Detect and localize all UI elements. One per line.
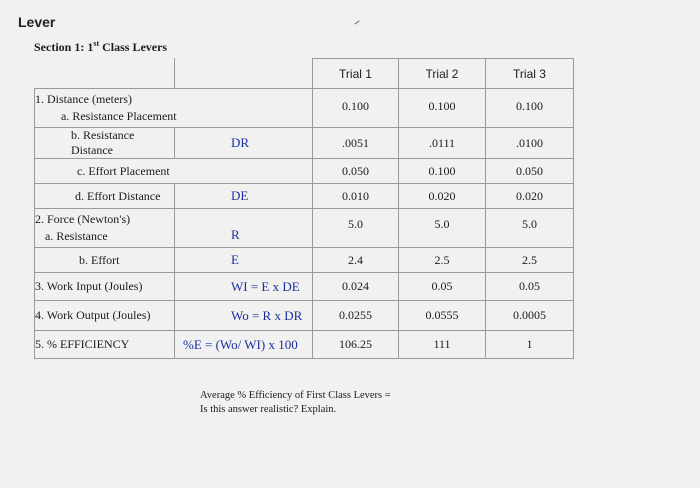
- table-cell: 0.0555: [399, 301, 486, 331]
- table-cell: 0.050: [313, 159, 399, 184]
- question-block: [200, 389, 391, 417]
- table-cell: 0.100: [313, 89, 399, 128]
- header-trial-1: Trial 1: [313, 59, 399, 89]
- efficiency-formula: %E = (Wo/ WI) x 100: [175, 331, 313, 359]
- resistance-placement-label: a. Resistance Placement: [61, 109, 177, 123]
- table-cell: 106.25: [313, 331, 399, 359]
- table-cell: 0.05: [486, 273, 574, 301]
- table-cell: 0.010: [313, 184, 399, 209]
- table-cell: 5.0: [486, 209, 574, 248]
- table-row-effort-placement: [35, 159, 574, 184]
- row-symbol: DE: [175, 184, 313, 209]
- table-row-efficiency: [35, 331, 574, 359]
- row-symbol: R: [175, 209, 313, 248]
- table-cell: 0.100: [486, 89, 574, 128]
- table-cell: 2.5: [399, 248, 486, 273]
- row-label: b. Effort: [35, 248, 175, 273]
- table-cell: 1: [486, 331, 574, 359]
- table-cell: 0.020: [486, 184, 574, 209]
- table-cell: 5.0: [313, 209, 399, 248]
- table-cell: .0051: [313, 128, 399, 159]
- table-cell: 5.0: [399, 209, 486, 248]
- table-cell: 2.4: [313, 248, 399, 273]
- realistic-question: Is this answer realistic? Explain.: [200, 404, 337, 415]
- lever-data-table: [34, 58, 574, 359]
- table-cell: 0.050: [486, 159, 574, 184]
- table-cell: 0.100: [399, 159, 486, 184]
- table-cell: 2.5: [486, 248, 574, 273]
- header-row: [35, 59, 574, 89]
- work-output-formula: Wo = R x DR: [175, 301, 313, 331]
- row-symbol: DR: [175, 128, 313, 159]
- work-input-formula: WI = E x DE: [175, 273, 313, 301]
- section-suffix: Class Levers: [99, 40, 168, 54]
- force-label: 2. Force (Newton's): [35, 212, 131, 226]
- table-cell: 0.05: [399, 273, 486, 301]
- row-label: 3. Work Input (Joules): [35, 273, 175, 301]
- header-blank: [35, 59, 175, 89]
- table-row-distance: [35, 89, 574, 128]
- table-cell: 0.020: [399, 184, 486, 209]
- table-cell: .0100: [486, 128, 574, 159]
- table-row-work-output: [35, 301, 574, 331]
- table-row-work-input: [35, 273, 574, 301]
- table-cell: 111: [399, 331, 486, 359]
- table-row-effort: [35, 248, 574, 273]
- table-row-force: [35, 209, 574, 248]
- stray-mark: [354, 20, 359, 24]
- page-title: Lever: [18, 14, 56, 30]
- table-cell: 0.100: [399, 89, 486, 128]
- row-label: d. Effort Distance: [35, 184, 175, 209]
- row-symbol: E: [175, 248, 313, 273]
- table-cell: 0.024: [313, 273, 399, 301]
- section-superscript: st: [93, 39, 100, 48]
- row-label: [35, 89, 313, 128]
- header-blank: [175, 59, 313, 89]
- resistance-label: a. Resistance: [45, 229, 108, 243]
- average-efficiency-question: Average % Efficiency of First Class Levers =: [200, 390, 391, 401]
- row-label: 4. Work Output (Joules): [35, 301, 175, 331]
- row-label: [35, 209, 175, 248]
- table-cell: 0.0005: [486, 301, 574, 331]
- table-row-resistance-distance: [35, 128, 574, 159]
- row-label: b. Resistance Distance: [35, 128, 175, 159]
- table-row-effort-distance: [35, 184, 574, 209]
- section-title: [34, 40, 167, 55]
- table-cell: .0111: [399, 128, 486, 159]
- table-cell: 0.0255: [313, 301, 399, 331]
- distance-label: 1. Distance (meters): [35, 92, 132, 106]
- header-trial-2: Trial 2: [399, 59, 486, 89]
- row-label: 5. % EFFICIENCY: [35, 331, 175, 359]
- header-trial-3: Trial 3: [486, 59, 574, 89]
- row-label: c. Effort Placement: [35, 159, 313, 184]
- section-prefix: Section 1: 1: [34, 40, 94, 54]
